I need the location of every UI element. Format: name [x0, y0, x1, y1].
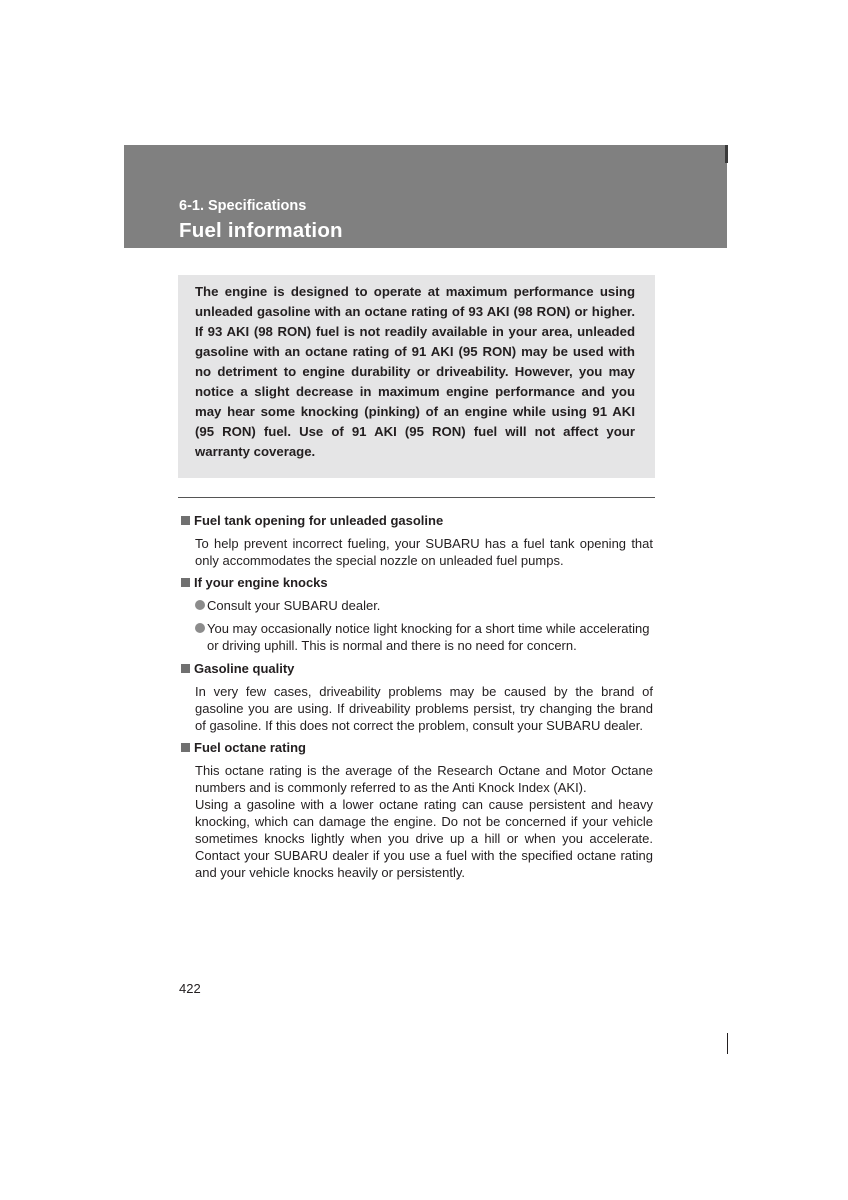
square-bullet-icon — [181, 664, 190, 673]
content — [181, 512, 653, 886]
edge-mark — [727, 1033, 728, 1054]
square-bullet-icon — [181, 743, 190, 752]
circle-bullet-icon — [195, 623, 205, 633]
paragraph-octane-1: This octane rating is the average of the Research Octane and Motor Octane numbers and is commonly referred to as the Anti Knock Index (AKI). — [195, 763, 653, 795]
paragraph-octane-2: Using a gasoline with a lower octane rating can cause persistent and heavy knocking, which can damage the engine. Do not be concerned if your vehicle sometimes knocks lightly when you drive up a hill or when you accelerate. Contact your SUBARU dealer if you use a fuel with the specified octane rating and your vehicle knocks heavily or persistently. — [195, 797, 653, 880]
list-item: You may occasionally notice light knocking for a short time while accelerating or driving uphill. This is normal and there is no need for concern. — [195, 620, 653, 654]
divider — [178, 497, 655, 498]
paragraph-quality: In very few cases, driveability problems may be caused by the brand of gasoline you are using. If driveability problems persist, try changing the brand of gasoline. If this does not correct the problem, consult your SUBARU dealer. — [195, 684, 653, 733]
page-title: Fuel information — [179, 219, 343, 242]
list-item: Consult your SUBARU dealer. — [195, 597, 653, 614]
circle-bullet-icon — [195, 600, 205, 610]
square-bullet-icon — [181, 578, 190, 587]
subheading-quality: Gasoline quality — [181, 660, 653, 677]
notice-text: The engine is designed to operate at maximum performance using unleaded gasoline with an octane rating of 93 AKI (98 RON) or higher. If 93 AKI (98 RON) fuel is not readily available in your area, unleaded gasoline with an octane rating of 91 AKI (95 RON) may be used with no detriment to engine durability or driveability. However, you may notice a slight decrease in maximum engine performance and you may hear some knocking (pinking) of an engine while using 91 AKI (95 RON) fuel. Use of 91 AKI (95 RON) fuel will not affect your warranty coverage. — [195, 284, 635, 459]
page-number: 422 — [179, 981, 201, 996]
header-tab-mark — [725, 145, 728, 163]
subheading-tank: Fuel tank opening for unleaded gasoline — [181, 512, 653, 529]
section-label: 6-1. Specifications — [179, 198, 307, 214]
square-bullet-icon — [181, 516, 190, 525]
subheading-knocks: If your engine knocks — [181, 574, 653, 591]
subheading-octane: Fuel octane rating — [181, 739, 653, 756]
paragraph-tank: To help prevent incorrect fueling, your SUBARU has a fuel tank opening that only accommodates the special nozzle on unleaded fuel pumps. — [195, 536, 653, 568]
